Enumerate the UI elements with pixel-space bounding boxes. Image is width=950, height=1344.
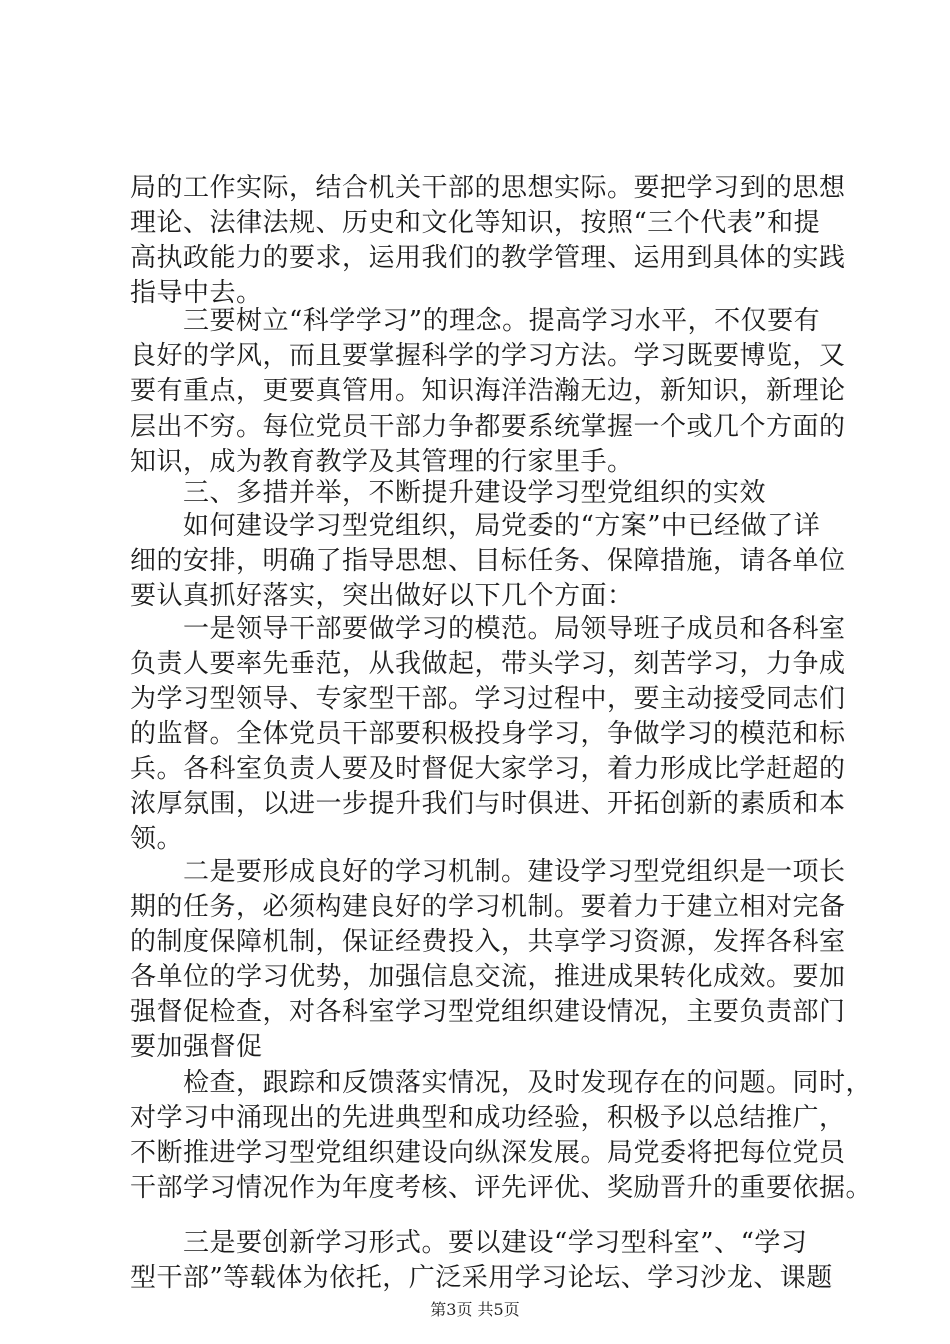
text-line: 检查，跟踪和反馈落实情况，及时发现存在的问题。同时，	[130, 1068, 873, 1098]
text-line: 理论、法律法规、历史和文化等知识，按照“三个代表”和提	[130, 208, 821, 238]
page-number: 第3页 共5页	[430, 1300, 520, 1319]
text-line: 强督促检查，对各科室学习型党组织建设情况，主要负责部门	[130, 997, 846, 1027]
text-line: 各单位的学习优势，加强信息交流，推进成果转化成效。要加	[130, 962, 846, 992]
text-line: 期的任务，必须构建良好的学习机制。要着力于建立相对完备	[130, 892, 846, 922]
text-line: 高执政能力的要求，运用我们的教学管理、运用到具体的实践	[130, 243, 846, 273]
text-line: 负责人要率先垂范，从我做起，带头学习，刻苦学习，力争成	[130, 649, 846, 679]
text-line: 指导中去。	[130, 278, 263, 308]
text-line: 如何建设学习型党组织，局党委的“方案”中已经做了详	[130, 511, 821, 541]
text-line: 不断推进学习型党组织建设向纵深发展。局党委将把每位党员	[130, 1138, 846, 1168]
text-line: 细的安排，明确了指导思想、目标任务、保障措施，请各单位	[130, 546, 846, 576]
text-line: 知识，成为教育教学及其管理的行家里手。	[130, 447, 634, 477]
section-heading: 三、多措并举，不断提升建设学习型党组织的实效	[130, 478, 767, 508]
text-line: 对学习中涌现出的先进典型和成功经验，积极予以总结推广，	[130, 1103, 846, 1133]
text-line: 要认真抓好落实，突出做好以下几个方面：	[130, 581, 634, 611]
text-line: 领。	[130, 824, 184, 854]
text-line: 的制度保障机制，保证经费投入，共享学习资源，发挥各科室	[130, 927, 846, 957]
text-line: 一是领导干部要做学习的模范。局领导班子成员和各科室	[130, 614, 846, 644]
text-line: 要有重点，更要真管用。知识海洋浩瀚无边，新知识，新理论	[130, 376, 846, 406]
text-line: 为学习型领导、专家型干部。学习过程中，要主动接受同志们	[130, 684, 846, 714]
text-line: 局的工作实际，结合机关干部的思想实际。要把学习到的思想	[130, 173, 846, 203]
text-line: 三要树立“科学学习”的理念。提高学习水平，不仅要有	[130, 306, 821, 336]
text-line: 二是要形成良好的学习机制。建设学习型党组织是一项长	[130, 857, 846, 887]
text-line: 要加强督促	[130, 1032, 263, 1062]
text-line: 三是要创新学习形式。要以建设“学习型科室”、“学习	[130, 1228, 808, 1258]
text-line: 兵。各科室负责人要及时督促大家学习，着力形成比学赶超的	[130, 754, 846, 784]
text-line: 浓厚氛围，以进一步提升我们与时俱进、开拓创新的素质和本	[130, 789, 846, 819]
text-line: 良好的学风，而且要掌握科学的学习方法。学习既要博览，又	[130, 341, 846, 371]
text-line: 层出不穷。每位党员干部力争都要系统掌握一个或几个方面的	[130, 412, 846, 442]
text-line: 型干部”等载体为依托，广泛采用学习论坛、学习沙龙、课题	[130, 1263, 833, 1293]
text-line: 干部学习情况作为年度考核、评先评优、奖励晋升的重要依据。	[130, 1173, 873, 1203]
text-line: 的监督。全体党员干部要积极投身学习，争做学习的模范和标	[130, 719, 846, 749]
